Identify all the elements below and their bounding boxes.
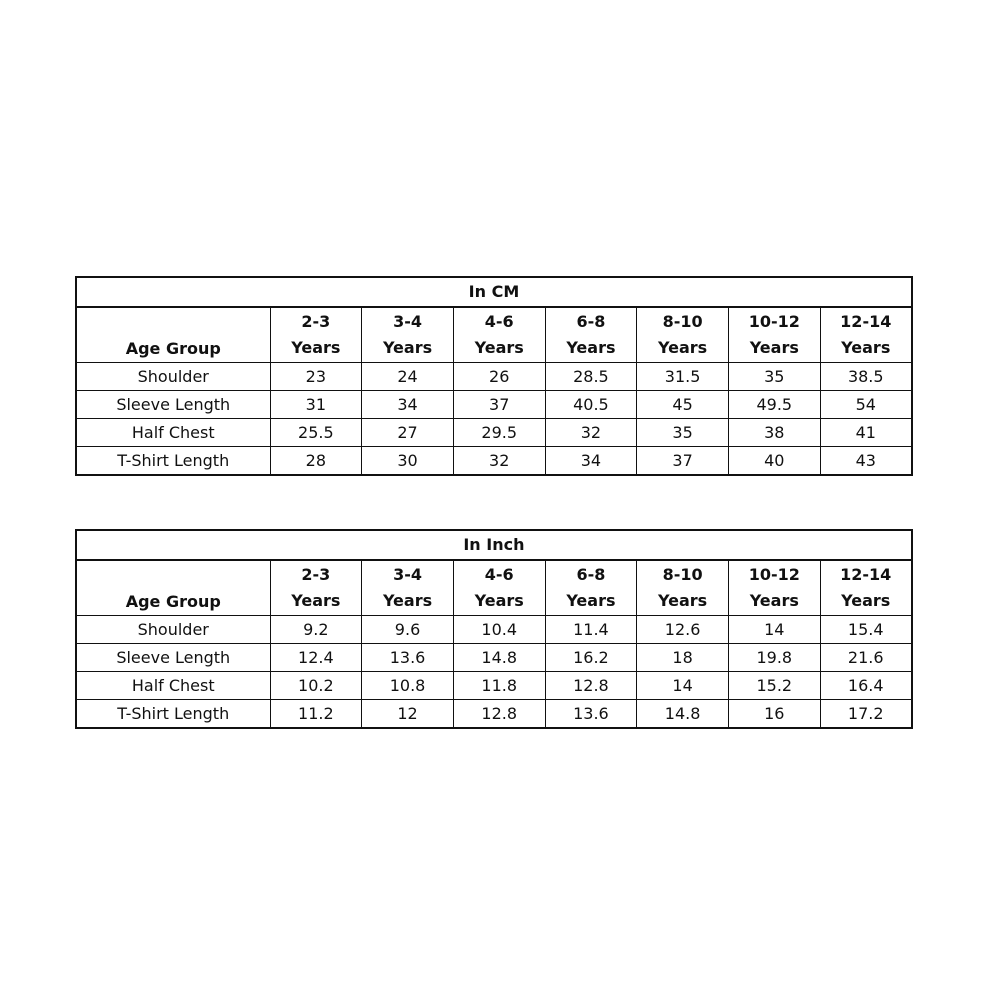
size-chart-cm-table (75, 276, 913, 476)
table-row-sleeve-length (76, 644, 912, 672)
age-group-header: Age Group (76, 560, 270, 616)
table-cell: 26 (453, 363, 545, 391)
column-header: 10-12 Years (728, 307, 820, 363)
table-title: In Inch (76, 530, 912, 560)
table-cell: 11.2 (270, 700, 362, 729)
row-label: Half Chest (76, 672, 270, 700)
table-cell: 31 (270, 391, 362, 419)
table-cell: 10.4 (453, 616, 545, 644)
age-group-header: Age Group (76, 307, 270, 363)
table-cell: 12.8 (453, 700, 545, 729)
table-cell: 27 (362, 419, 454, 447)
table-cell: 12.6 (637, 616, 729, 644)
table-cell: 9.6 (362, 616, 454, 644)
table-cell: 28 (270, 447, 362, 476)
row-label: Shoulder (76, 363, 270, 391)
table-row-shoulder (76, 363, 912, 391)
table-cell: 38 (728, 419, 820, 447)
column-header: 2-3 Years (270, 560, 362, 616)
table-cell: 43 (820, 447, 912, 476)
row-label: Shoulder (76, 616, 270, 644)
table-cell: 35 (637, 419, 729, 447)
table-cell: 15.4 (820, 616, 912, 644)
table-row-t-shirt-length (76, 447, 912, 476)
table-row-half-chest (76, 672, 912, 700)
table-cell: 18 (637, 644, 729, 672)
column-header: 8-10 Years (637, 307, 729, 363)
table-cell: 16 (728, 700, 820, 729)
table-cell: 9.2 (270, 616, 362, 644)
table-cell: 32 (545, 419, 637, 447)
table-cell: 17.2 (820, 700, 912, 729)
table-row-half-chest (76, 419, 912, 447)
table-cell: 49.5 (728, 391, 820, 419)
column-header: 2-3 Years (270, 307, 362, 363)
column-header: 12-14 Years (820, 307, 912, 363)
row-label: Half Chest (76, 419, 270, 447)
column-header: 3-4 Years (362, 560, 454, 616)
table-cell: 34 (362, 391, 454, 419)
table-cell: 16.2 (545, 644, 637, 672)
size-chart-inch-table (75, 529, 913, 729)
table-cell: 38.5 (820, 363, 912, 391)
table-cell: 31.5 (637, 363, 729, 391)
column-header: 12-14 Years (820, 560, 912, 616)
table-cell: 16.4 (820, 672, 912, 700)
column-header: 4-6 Years (453, 307, 545, 363)
table-cell: 45 (637, 391, 729, 419)
table-header-row (76, 560, 912, 616)
table-cell: 35 (728, 363, 820, 391)
table-cell: 28.5 (545, 363, 637, 391)
table-row-t-shirt-length (76, 700, 912, 729)
table-cell: 13.6 (362, 644, 454, 672)
table-cell: 29.5 (453, 419, 545, 447)
column-header: 8-10 Years (637, 560, 729, 616)
table-cell: 14 (728, 616, 820, 644)
table-row-shoulder (76, 616, 912, 644)
table-cell: 14 (637, 672, 729, 700)
table-cell: 12.8 (545, 672, 637, 700)
table-cell: 11.4 (545, 616, 637, 644)
table-cell: 11.8 (453, 672, 545, 700)
table-header-row (76, 307, 912, 363)
table-title: In CM (76, 277, 912, 307)
column-header: 6-8 Years (545, 560, 637, 616)
row-label: T-Shirt Length (76, 700, 270, 729)
row-label: Sleeve Length (76, 644, 270, 672)
table-cell: 24 (362, 363, 454, 391)
column-header: 10-12 Years (728, 560, 820, 616)
table-cell: 37 (453, 391, 545, 419)
table-cell: 14.8 (637, 700, 729, 729)
table-cell: 34 (545, 447, 637, 476)
table-cell: 25.5 (270, 419, 362, 447)
table-cell: 40.5 (545, 391, 637, 419)
table-cell: 41 (820, 419, 912, 447)
table-title-row (76, 530, 912, 560)
table-cell: 32 (453, 447, 545, 476)
table-title-row (76, 277, 912, 307)
column-header: 3-4 Years (362, 307, 454, 363)
table-cell: 15.2 (728, 672, 820, 700)
column-header: 4-6 Years (453, 560, 545, 616)
table-cell: 37 (637, 447, 729, 476)
table-cell: 19.8 (728, 644, 820, 672)
table-cell: 13.6 (545, 700, 637, 729)
row-label: T-Shirt Length (76, 447, 270, 476)
table-cell: 30 (362, 447, 454, 476)
table-cell: 14.8 (453, 644, 545, 672)
table-cell: 40 (728, 447, 820, 476)
table-cell: 23 (270, 363, 362, 391)
table-cell: 12.4 (270, 644, 362, 672)
table-cell: 12 (362, 700, 454, 729)
table-cell: 21.6 (820, 644, 912, 672)
table-row-sleeve-length (76, 391, 912, 419)
table-cell: 54 (820, 391, 912, 419)
table-cell: 10.8 (362, 672, 454, 700)
row-label: Sleeve Length (76, 391, 270, 419)
column-header: 6-8 Years (545, 307, 637, 363)
table-cell: 10.2 (270, 672, 362, 700)
